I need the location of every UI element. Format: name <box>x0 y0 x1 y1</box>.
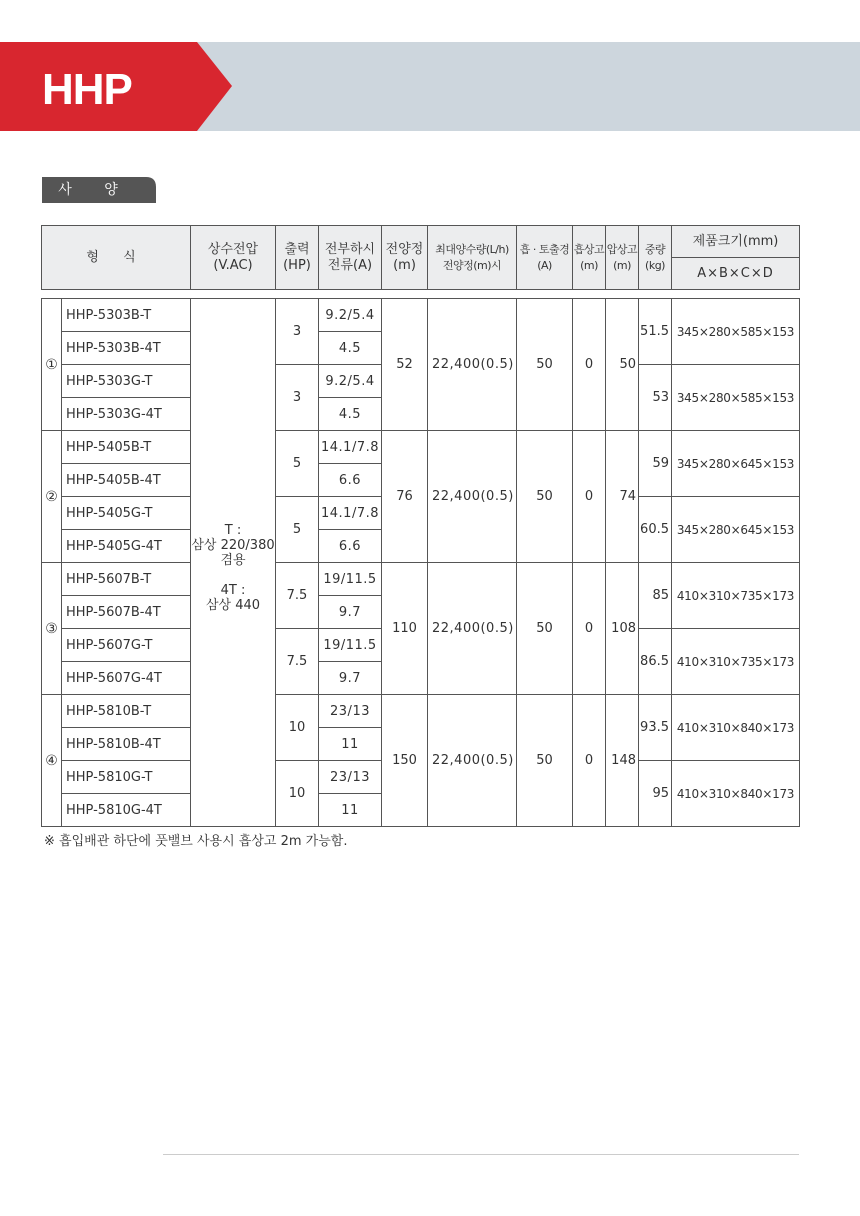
model-cell: HHP-5607G-4T <box>62 662 191 695</box>
header-port: 흡 · 토출경 (A) <box>517 226 573 290</box>
section-label: 사 양 <box>58 182 132 198</box>
port-cell: 50 <box>517 431 573 563</box>
model-cell: HHP-5405B-T <box>62 431 191 464</box>
current-cell: 14.1/7.8 <box>319 431 382 464</box>
weight-cell: 51.5 <box>639 299 672 365</box>
current-cell: 9.7 <box>319 596 382 629</box>
model-cell: HHP-5303B-4T <box>62 332 191 365</box>
current-cell: 23/13 <box>319 695 382 728</box>
size-cell: 410×310×735×173 <box>672 563 800 629</box>
press-head-cell: 148 <box>606 695 639 827</box>
press-head-cell: 50 <box>606 299 639 431</box>
header-max-flow: 최대양수량(L/h) 전양정(m)시 <box>428 226 517 290</box>
group-mark: ④ <box>42 695 62 827</box>
table-row <box>42 299 800 332</box>
model-cell: HHP-5405G-4T <box>62 530 191 563</box>
current-cell: 9.2/5.4 <box>319 299 382 332</box>
current-cell: 19/11.5 <box>319 629 382 662</box>
size-cell: 345×280×645×153 <box>672 431 800 497</box>
suction-head-cell: 0 <box>573 563 606 695</box>
current-cell: 11 <box>319 728 382 761</box>
header-output: 출력 (HP) <box>276 226 319 290</box>
voltage-note-line <box>191 568 275 583</box>
suction-head-cell: 0 <box>573 299 606 431</box>
model-cell: HHP-5405G-T <box>62 497 191 530</box>
voltage-cell <box>191 299 276 827</box>
output-hp-cell: 7.5 <box>276 563 319 629</box>
output-hp-cell: 5 <box>276 431 319 497</box>
max-flow-cell: 22,400(0.5) <box>428 299 517 431</box>
output-hp-cell: 10 <box>276 695 319 761</box>
size-cell: 345×280×585×153 <box>672 299 800 365</box>
table-row <box>42 695 800 728</box>
total-head-cell: 52 <box>382 299 428 431</box>
current-cell: 11 <box>319 794 382 827</box>
current-cell: 9.7 <box>319 662 382 695</box>
group-mark: ① <box>42 299 62 431</box>
header-size-title: 제품크기(mm) <box>672 226 800 258</box>
size-cell: 410×310×840×173 <box>672 761 800 827</box>
current-cell: 14.1/7.8 <box>319 497 382 530</box>
size-cell: 410×310×840×173 <box>672 695 800 761</box>
current-cell: 23/13 <box>319 761 382 794</box>
header-voltage: 상수전압 (V.AC) <box>191 226 276 290</box>
max-flow-cell: 22,400(0.5) <box>428 431 517 563</box>
current-cell: 19/11.5 <box>319 563 382 596</box>
model-cell: HHP-5303B-T <box>62 299 191 332</box>
weight-cell: 95 <box>639 761 672 827</box>
weight-cell: 93.5 <box>639 695 672 761</box>
press-head-cell: 74 <box>606 431 639 563</box>
output-hp-cell: 7.5 <box>276 629 319 695</box>
voltage-note-line: 삼상 220/380 <box>191 537 275 553</box>
max-flow-cell: 22,400(0.5) <box>428 563 517 695</box>
port-cell: 50 <box>517 695 573 827</box>
model-cell: HHP-5810B-T <box>62 695 191 728</box>
header-model: 형 식 <box>42 226 191 290</box>
suction-head-cell: 0 <box>573 695 606 827</box>
footer-divider <box>163 1154 799 1155</box>
model-cell: HHP-5303G-4T <box>62 398 191 431</box>
current-cell: 6.6 <box>319 530 382 563</box>
total-head-cell: 150 <box>382 695 428 827</box>
output-hp-cell: 3 <box>276 299 319 365</box>
weight-cell: 60.5 <box>639 497 672 563</box>
current-cell: 9.2/5.4 <box>319 365 382 398</box>
group-mark: ③ <box>42 563 62 695</box>
press-head-cell: 108 <box>606 563 639 695</box>
header-current: 전부하시 전류(A) <box>319 226 382 290</box>
size-cell: 410×310×735×173 <box>672 629 800 695</box>
footnote: ※ 흡입배관 하단에 풋밸브 사용시 흡상고 2m 가능함. <box>44 834 348 849</box>
product-title: HHP <box>42 65 132 114</box>
voltage-note-line: T : <box>224 522 242 538</box>
port-cell: 50 <box>517 299 573 431</box>
header-suction-head: 흡상고 (m) <box>573 226 606 290</box>
weight-cell: 59 <box>639 431 672 497</box>
model-cell: HHP-5810B-4T <box>62 728 191 761</box>
total-head-cell: 110 <box>382 563 428 695</box>
model-cell: HHP-5810G-T <box>62 761 191 794</box>
model-cell: HHP-5607B-T <box>62 563 191 596</box>
total-head-cell: 76 <box>382 431 428 563</box>
section-tab <box>42 177 156 203</box>
model-cell: HHP-5405B-4T <box>62 464 191 497</box>
output-hp-cell: 3 <box>276 365 319 431</box>
header-total-head: 전양정 (m) <box>382 226 428 290</box>
suction-head-cell: 0 <box>573 431 606 563</box>
size-cell: 345×280×585×153 <box>672 365 800 431</box>
header-press-head: 압상고 (m) <box>606 226 639 290</box>
spec-table-body <box>41 298 800 827</box>
model-cell: HHP-5607G-T <box>62 629 191 662</box>
table-row <box>42 431 800 464</box>
weight-cell: 85 <box>639 563 672 629</box>
current-cell: 4.5 <box>319 398 382 431</box>
voltage-note-line: 겸용 <box>220 552 246 568</box>
weight-cell: 86.5 <box>639 629 672 695</box>
voltage-note-line: 삼상 440 <box>205 597 261 613</box>
weight-cell: 53 <box>639 365 672 431</box>
model-cell: HHP-5810G-4T <box>62 794 191 827</box>
group-mark: ② <box>42 431 62 563</box>
output-hp-cell: 5 <box>276 497 319 563</box>
size-cell: 345×280×645×153 <box>672 497 800 563</box>
model-cell: HHP-5607B-4T <box>62 596 191 629</box>
spec-table-header <box>41 225 800 290</box>
voltage-note-line: 4T : <box>220 582 246 598</box>
table-row <box>42 563 800 596</box>
current-cell: 6.6 <box>319 464 382 497</box>
current-cell: 4.5 <box>319 332 382 365</box>
max-flow-cell: 22,400(0.5) <box>428 695 517 827</box>
header-weight: 중량 (kg) <box>639 226 672 290</box>
port-cell: 50 <box>517 563 573 695</box>
header-size-sub: A×B×C×D <box>672 258 800 290</box>
model-cell: HHP-5303G-T <box>62 365 191 398</box>
output-hp-cell: 10 <box>276 761 319 827</box>
